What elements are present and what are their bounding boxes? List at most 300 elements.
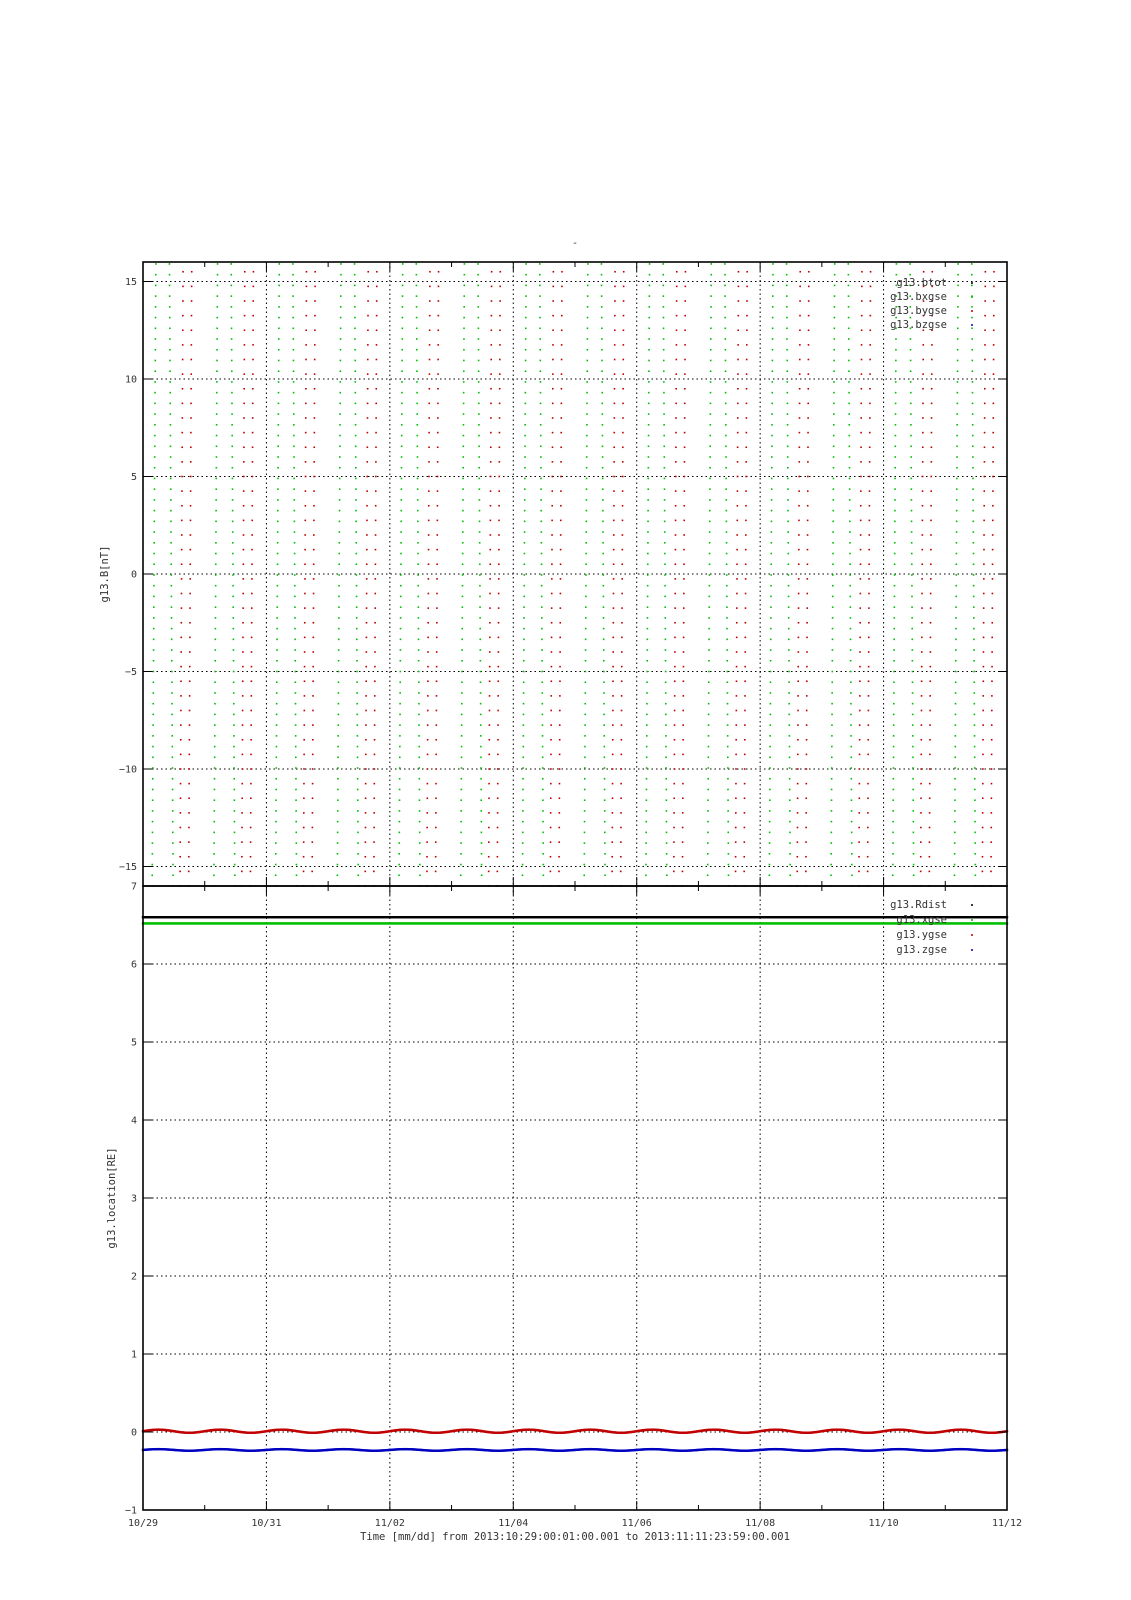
bxgse-point — [892, 799, 894, 801]
bxgse-point — [541, 563, 543, 565]
bygse-point — [489, 607, 491, 609]
bxgse-point — [973, 542, 975, 544]
bxgse-point — [171, 649, 173, 651]
bxgse-point — [356, 671, 358, 673]
bygse-point — [737, 476, 739, 478]
bxgse-point — [957, 370, 959, 372]
bygse-point — [251, 651, 253, 653]
bxgse-point — [461, 767, 463, 769]
bxgse-point — [664, 499, 666, 501]
bxgse-point — [542, 842, 544, 844]
bxgse-point — [893, 767, 895, 769]
bxgse-point — [771, 531, 773, 533]
bygse-point — [437, 520, 439, 522]
bygse-point — [488, 871, 490, 873]
bxgse-point — [416, 306, 418, 308]
bygse-point — [189, 695, 191, 697]
bygse-point — [868, 710, 870, 712]
bxgse-point — [542, 746, 544, 748]
bxgse-point — [602, 435, 604, 437]
bxgse-point — [481, 874, 483, 876]
bxgse-point — [648, 467, 650, 469]
bxgse-point — [234, 810, 236, 812]
bygse-point — [735, 871, 737, 873]
bxgse-point — [708, 606, 710, 608]
bxgse-point — [338, 703, 340, 705]
bygse-point — [498, 637, 500, 639]
bxgse-point — [601, 285, 603, 287]
bygse-point — [682, 841, 684, 843]
bygse-point — [303, 724, 305, 726]
bxgse-point — [294, 574, 296, 576]
bxgse-point — [895, 370, 897, 372]
bygse-point — [242, 739, 244, 741]
bxgse-point — [833, 338, 835, 340]
bxgse-point — [955, 692, 957, 694]
bxgse-point — [278, 381, 280, 383]
bygse-point — [365, 841, 367, 843]
bygse-point — [984, 315, 986, 317]
bxgse-point — [954, 832, 956, 834]
bygse-point — [921, 666, 923, 668]
bygse-point — [622, 359, 624, 361]
bxgse-point — [214, 810, 216, 812]
bygse-point — [984, 461, 986, 463]
bygse-point — [375, 505, 377, 507]
bygse-point — [180, 680, 182, 682]
bxgse-point — [461, 660, 463, 662]
bxgse-point — [217, 295, 219, 297]
bygse-point — [930, 534, 932, 536]
bygse-point — [374, 651, 376, 653]
bygse-point — [188, 768, 190, 770]
bxgse-point — [770, 585, 772, 587]
bygse-point — [244, 329, 246, 331]
bxgse-point — [214, 778, 216, 780]
bxgse-point — [974, 746, 976, 748]
bygse-point — [253, 271, 255, 273]
bxgse-point — [338, 585, 340, 587]
bxgse-point — [707, 810, 709, 812]
bygse-point — [684, 373, 686, 375]
bygse-point — [179, 856, 181, 858]
bxgse-point — [417, 542, 419, 544]
bottom-data-points — [142, 916, 1008, 1452]
bxgse-point — [234, 842, 236, 844]
legend-label-bygse: g13.bygse — [890, 305, 947, 317]
bxgse-point — [973, 639, 975, 641]
bxgse-point — [646, 724, 648, 726]
bygse-point — [305, 490, 307, 492]
bygse-point — [861, 300, 863, 302]
bygse-point — [614, 286, 616, 288]
bxgse-point — [356, 617, 358, 619]
bxgse-point — [664, 574, 666, 576]
bxgse-point — [649, 306, 651, 308]
bygse-point — [191, 329, 193, 331]
bygse-point — [436, 607, 438, 609]
bygse-point — [675, 388, 677, 390]
bygse-point — [436, 563, 438, 565]
bxgse-point — [277, 531, 279, 533]
bygse-point — [683, 607, 685, 609]
bxgse-point — [354, 338, 356, 340]
bygse-point — [683, 593, 685, 595]
bxgse-point — [277, 553, 279, 555]
bygse-point — [993, 271, 995, 273]
bxgse-point — [153, 660, 155, 662]
bygse-point — [244, 315, 246, 317]
bxgse-point — [232, 521, 234, 523]
bygse-point — [550, 710, 552, 712]
bxgse-point — [646, 735, 648, 737]
bxgse-point — [892, 810, 894, 812]
bygse-point — [435, 812, 437, 814]
bxgse-point — [602, 574, 604, 576]
bygse-point — [242, 593, 244, 595]
bxgse-point — [172, 821, 174, 823]
bxgse-point — [153, 553, 155, 555]
bxgse-point — [217, 274, 219, 276]
bygse-point — [189, 680, 191, 682]
legend-label-btot: g13.btot — [896, 277, 947, 289]
bxgse-point — [479, 617, 481, 619]
bygse-point — [683, 651, 685, 653]
bxgse-point — [848, 424, 850, 426]
bxgse-point — [788, 553, 790, 555]
bygse-point — [373, 856, 375, 858]
bygse-point — [435, 768, 437, 770]
bygse-point — [426, 856, 428, 858]
bxgse-point — [295, 681, 297, 683]
bxgse-point — [709, 456, 711, 458]
bygse-point — [251, 593, 253, 595]
bxgse-point — [462, 456, 464, 458]
bxgse-point — [169, 338, 171, 340]
bxgse-point — [295, 735, 297, 737]
bxgse-point — [416, 328, 418, 330]
bygse-point — [243, 446, 245, 448]
bxgse-point — [215, 617, 217, 619]
bygse-point — [488, 768, 490, 770]
bygse-point — [613, 520, 615, 522]
bygse-point — [303, 754, 305, 756]
bygse-point — [614, 300, 616, 302]
bxgse-point — [480, 660, 482, 662]
bygse-point — [437, 359, 439, 361]
bygse-point — [983, 593, 985, 595]
bygse-point — [243, 549, 245, 551]
bygse-point — [189, 710, 191, 712]
bygse-point — [304, 593, 306, 595]
bxgse-point — [851, 874, 853, 876]
bxgse-point — [170, 456, 172, 458]
bygse-point — [684, 315, 686, 317]
bxgse-point — [909, 274, 911, 276]
bxgse-point — [954, 746, 956, 748]
bxgse-point — [834, 328, 836, 330]
bxgse-point — [153, 596, 155, 598]
bxgse-point — [294, 585, 296, 587]
bxgse-point — [665, 628, 667, 630]
bxgse-point — [294, 596, 296, 598]
bygse-point — [304, 563, 306, 565]
bygse-point — [376, 300, 378, 302]
bygse-point — [497, 710, 499, 712]
bygse-point — [673, 797, 675, 799]
bxgse-point — [585, 639, 587, 641]
bygse-point — [499, 315, 501, 317]
bygse-point — [552, 315, 554, 317]
bxgse-point — [833, 435, 835, 437]
bygse-point — [559, 812, 561, 814]
bygse-point — [867, 827, 869, 829]
bxgse-point — [401, 478, 403, 480]
bxgse-point — [171, 639, 173, 641]
bxgse-point — [895, 349, 897, 351]
bxgse-point — [294, 639, 296, 641]
bygse-point — [868, 534, 870, 536]
bygse-point — [744, 827, 746, 829]
bxgse-point — [233, 628, 235, 630]
bygse-point — [992, 549, 994, 551]
bxgse-point — [646, 714, 648, 716]
bygse-point — [313, 549, 315, 551]
bxgse-point — [834, 317, 836, 319]
bxgse-point — [416, 295, 418, 297]
bxgse-point — [539, 328, 541, 330]
bxgse-point — [832, 574, 834, 576]
bxgse-point — [725, 456, 727, 458]
bxgse-point — [294, 628, 296, 630]
bxgse-point — [708, 735, 710, 737]
bxgse-point — [769, 799, 771, 801]
bxgse-point — [893, 757, 895, 759]
bygse-point — [799, 315, 801, 317]
bygse-point — [673, 871, 675, 873]
bxgse-point — [646, 692, 648, 694]
bygse-point — [929, 739, 931, 741]
bygse-point — [243, 490, 245, 492]
bygse-point — [991, 637, 993, 639]
bxgse-point — [540, 403, 542, 405]
bxgse-point — [955, 639, 957, 641]
bygse-point — [870, 271, 872, 273]
bxgse-point — [771, 488, 773, 490]
bxgse-point — [154, 467, 156, 469]
bxgse-point — [215, 531, 217, 533]
bygse-point — [736, 607, 738, 609]
bxgse-point — [462, 617, 464, 619]
bygse-point — [735, 856, 737, 858]
bygse-point — [992, 432, 994, 434]
bygse-point — [929, 871, 931, 873]
bxgse-point — [339, 456, 341, 458]
bxgse-point — [832, 649, 834, 651]
bxgse-point — [357, 757, 359, 759]
bygse-point — [859, 637, 861, 639]
bygse-point — [429, 271, 431, 273]
bygse-point — [552, 329, 554, 331]
bygse-point — [621, 651, 623, 653]
bxgse-point — [478, 392, 480, 394]
bxgse-point — [170, 467, 172, 469]
bygse-point — [861, 271, 863, 273]
bxgse-point — [276, 703, 278, 705]
bxgse-point — [726, 574, 728, 576]
bxgse-point — [542, 724, 544, 726]
bxgse-point — [463, 328, 465, 330]
bxgse-point — [462, 499, 464, 501]
bxgse-point — [417, 488, 419, 490]
bygse-point — [303, 797, 305, 799]
bygse-point — [428, 490, 430, 492]
bygse-point — [984, 446, 986, 448]
bxgse-point — [540, 478, 542, 480]
bxgse-point — [584, 853, 586, 855]
bxgse-point — [295, 832, 297, 834]
bxgse-point — [542, 789, 544, 791]
bxgse-point — [478, 360, 480, 362]
bxgse-point — [601, 349, 603, 351]
bxgse-point — [972, 521, 974, 523]
bxgse-point — [417, 499, 419, 501]
bxgse-point — [726, 585, 728, 587]
bxgse-point — [277, 542, 279, 544]
bygse-point — [806, 768, 808, 770]
bxgse-point — [585, 660, 587, 662]
bxgse-point — [170, 445, 172, 447]
bxgse-point — [789, 767, 791, 769]
bxgse-point — [786, 274, 788, 276]
bygse-point — [435, 856, 437, 858]
bygse-point — [860, 476, 862, 478]
bxgse-point — [725, 445, 727, 447]
bxgse-point — [974, 842, 976, 844]
bygse-point — [497, 856, 499, 858]
bygse-point — [559, 695, 561, 697]
bxgse-point — [292, 317, 294, 319]
bxgse-point — [523, 703, 525, 705]
bygse-point — [367, 417, 369, 419]
bygse-point — [488, 783, 490, 785]
bygse-point — [861, 388, 863, 390]
bygse-point — [992, 534, 994, 536]
bygse-point — [992, 446, 994, 448]
bxgse-point — [725, 478, 727, 480]
bxgse-point — [293, 499, 295, 501]
bygse-point — [674, 695, 676, 697]
bxgse-point — [416, 317, 418, 319]
bxgse-point — [831, 821, 833, 823]
bxgse-point — [214, 649, 216, 651]
bxgse-point — [154, 445, 156, 447]
bygse-point — [746, 271, 748, 273]
bygse-point — [367, 373, 369, 375]
bygse-point — [250, 783, 252, 785]
bxgse-point — [956, 456, 958, 458]
bygse-point — [429, 315, 431, 317]
bygse-point — [182, 286, 184, 288]
bxgse-point — [663, 424, 665, 426]
bygse-point — [929, 827, 931, 829]
bxgse-point — [356, 649, 358, 651]
bygse-point — [498, 549, 500, 551]
bxgse-point — [787, 456, 789, 458]
bygse-point — [983, 520, 985, 522]
bxgse-point — [665, 757, 667, 759]
bxgse-point — [294, 510, 296, 512]
bxgse-point — [769, 724, 771, 726]
bxgse-point — [338, 639, 340, 641]
bxgse-point — [955, 724, 957, 726]
bygse-point — [435, 827, 437, 829]
bxgse-point — [647, 478, 649, 480]
bygse-point — [869, 461, 871, 463]
bygse-point — [305, 388, 307, 390]
bxgse-point — [480, 757, 482, 759]
bxgse-point — [216, 445, 218, 447]
bxgse-point — [214, 799, 216, 801]
bygse-point — [621, 666, 623, 668]
bygse-point — [244, 271, 246, 273]
bygse-point — [551, 607, 553, 609]
bxgse-point — [295, 799, 297, 801]
bygse-point — [921, 724, 923, 726]
bxgse-point — [155, 263, 157, 265]
bxgse-point — [664, 596, 666, 598]
bxgse-point — [233, 767, 235, 769]
bygse-point — [427, 622, 429, 624]
bygse-point — [366, 490, 368, 492]
bxgse-point — [832, 596, 834, 598]
bygse-point — [859, 739, 861, 741]
bxgse-point — [480, 735, 482, 737]
bxgse-point — [710, 263, 712, 265]
bygse-point — [366, 476, 368, 478]
bygse-point — [744, 754, 746, 756]
bxgse-point — [850, 724, 852, 726]
bygse-point — [982, 768, 984, 770]
bxgse-point — [848, 360, 850, 362]
bxgse-point — [786, 328, 788, 330]
bxgse-point — [522, 746, 524, 748]
bygse-point — [745, 622, 747, 624]
bxgse-point — [402, 328, 404, 330]
bxgse-point — [233, 724, 235, 726]
bygse-point — [303, 783, 305, 785]
bxgse-point — [541, 671, 543, 673]
bygse-point — [798, 651, 800, 653]
bxgse-point — [707, 842, 709, 844]
bygse-point — [189, 666, 191, 668]
bxgse-point — [771, 403, 773, 405]
bygse-point — [676, 286, 678, 288]
bxgse-point — [339, 403, 341, 405]
bygse-point — [991, 768, 993, 770]
bxgse-point — [894, 521, 896, 523]
bygse-point — [859, 651, 861, 653]
bygse-point — [304, 637, 306, 639]
bxgse-point — [602, 488, 604, 490]
bxgse-point — [726, 606, 728, 608]
bygse-point — [859, 622, 861, 624]
bygse-point — [252, 344, 254, 346]
bygse-point — [990, 856, 992, 858]
bygse-point — [613, 461, 615, 463]
bxgse-point — [910, 413, 912, 415]
bxgse-point — [461, 703, 463, 705]
